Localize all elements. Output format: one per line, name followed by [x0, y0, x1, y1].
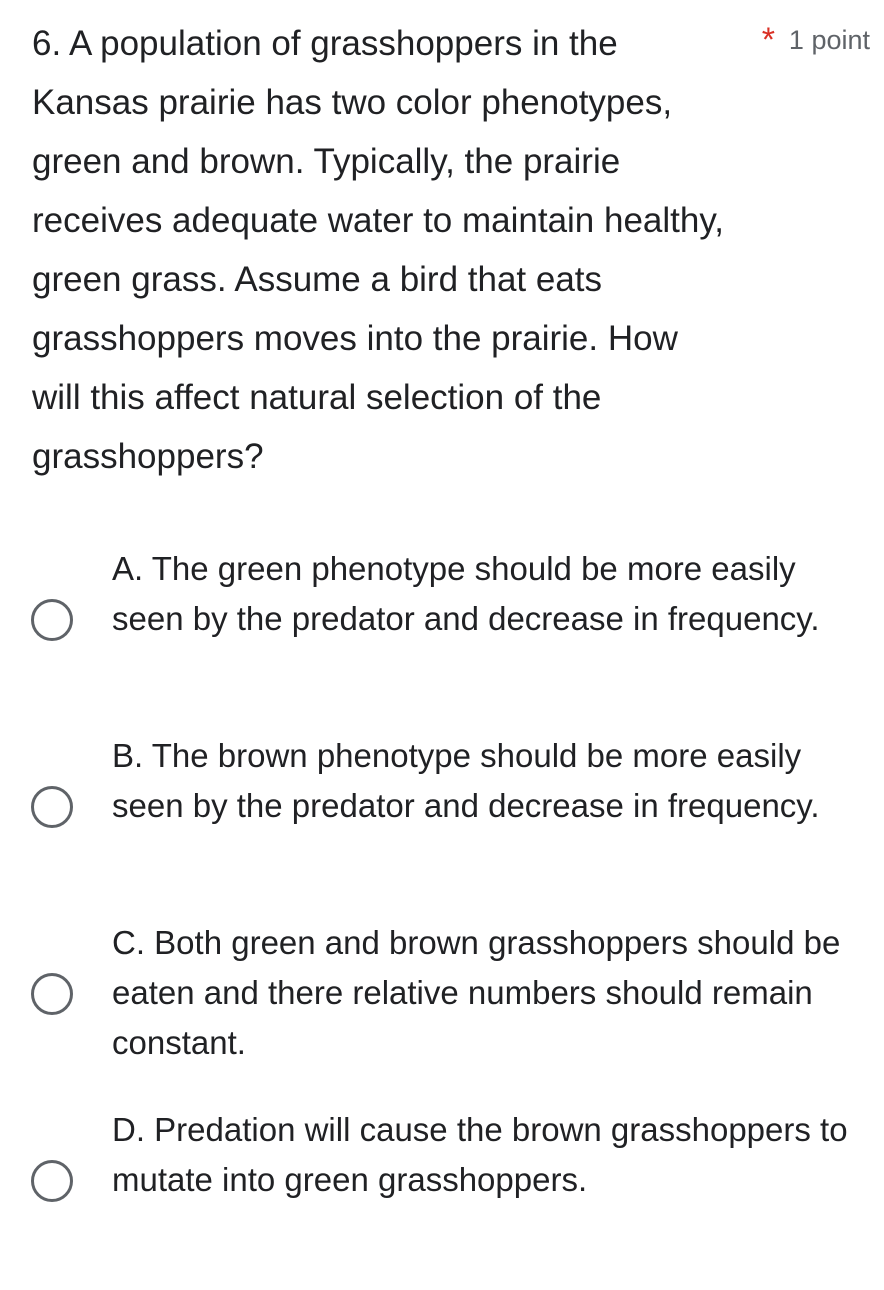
question-header — [32, 14, 872, 486]
radio-option-d[interactable] — [31, 1160, 73, 1202]
option-d[interactable] — [0, 1103, 884, 1290]
option-d-label[interactable]: D. Predation will cause the brown grasshoppers to mutate into green grasshoppers. — [112, 1111, 848, 1198]
option-b-label[interactable]: B. The brown phenotype should be more easily seen by the predator and decrease in frequency. — [112, 737, 820, 824]
answer-options — [0, 542, 884, 1290]
radio-option-b[interactable] — [31, 786, 73, 828]
option-a-label[interactable]: A. The green phenotype should be more easily seen by the predator and decrease in frequency. — [112, 550, 820, 637]
option-b[interactable] — [0, 729, 884, 916]
required-marker: * — [761, 21, 775, 59]
option-c[interactable] — [0, 916, 884, 1103]
radio-option-c[interactable] — [31, 973, 73, 1015]
option-c-label[interactable]: C. Both green and brown grasshoppers should be eaten and there relative numbers should remain constant. — [112, 924, 841, 1061]
question-title: 6. A population of grasshoppers in the Kansas prairie has two color phenotypes, green and brown. Typically, the prairie receives adequate water to maintain healthy, green grass. Assume a bird that eats grasshoppers moves into the prairie. How will this affect natural selection of the grasshoppers? — [32, 24, 724, 476]
option-a[interactable] — [0, 542, 884, 729]
points-indicator — [762, 18, 870, 60]
points-label: 1 point — [788, 25, 870, 55]
radio-option-a[interactable] — [31, 599, 73, 641]
